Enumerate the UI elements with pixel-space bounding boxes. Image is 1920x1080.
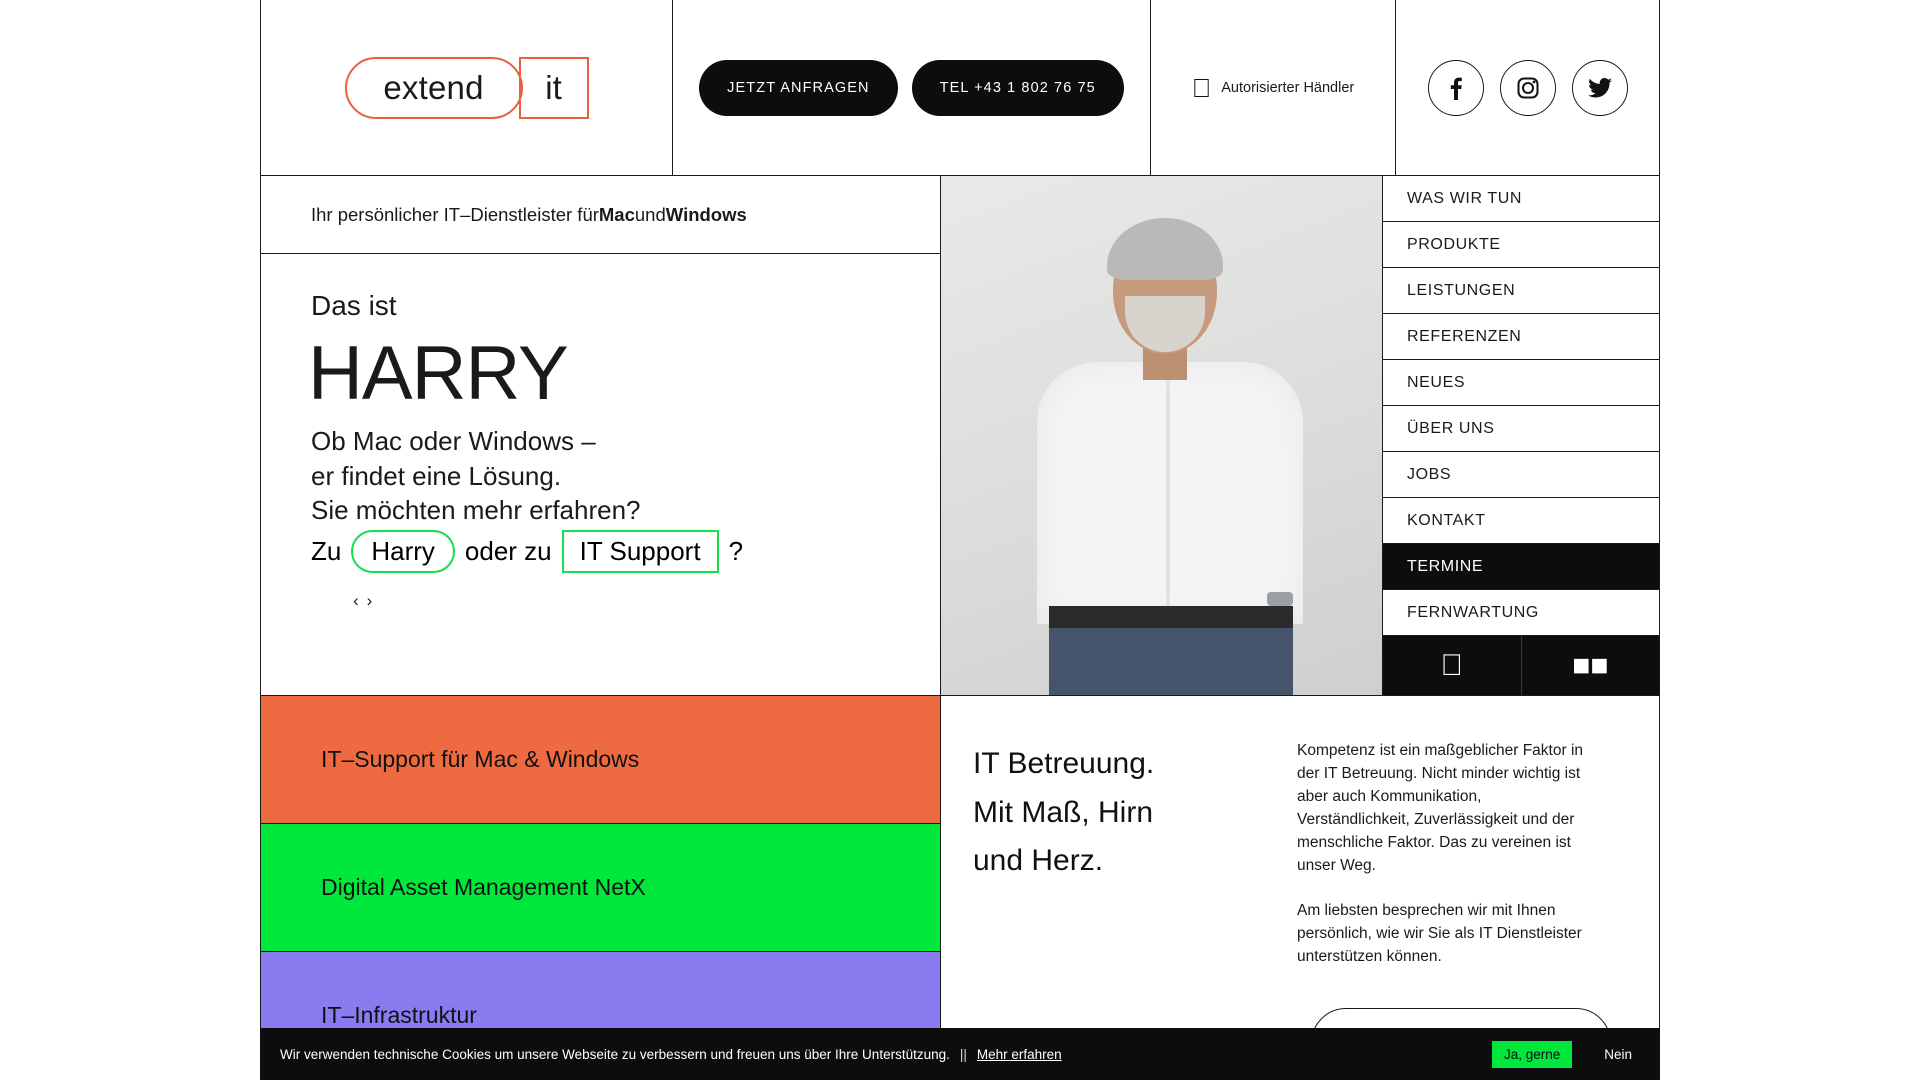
nav-item-leistungen[interactable]: LEISTUNGEN: [1383, 268, 1659, 314]
portrait-belt: [1049, 606, 1293, 628]
cookie-actions: [1492, 1041, 1642, 1068]
request-now-button[interactable]: JETZT ANFRAGEN: [699, 60, 897, 116]
hero-left-column: [261, 176, 941, 695]
portrait-shirt-placket: [1166, 372, 1170, 622]
card-digital-asset-management[interactable]: Digital Asset Management NetX: [261, 824, 940, 952]
hero-line-2: er findet eine Lösung.: [311, 460, 562, 491]
header-cta-cell: [673, 0, 1151, 175]
tagline: [261, 176, 940, 254]
headline-line-2: Mit Maß, Hirn: [973, 795, 1153, 829]
nav-item-referenzen[interactable]: REFERENZEN: [1383, 314, 1659, 360]
choice-prefix: Zu: [311, 536, 342, 567]
nav-item-jobs[interactable]: JOBS: [1383, 452, 1659, 498]
hero-kicker: Das ist: [311, 290, 397, 321]
logo-word-extend: extend: [345, 57, 523, 119]
cookie-banner: [260, 1028, 1660, 1080]
reseller-label: Autorisierter Händler: [1211, 79, 1345, 96]
windows-icon[interactable]: ■■: [1521, 636, 1660, 695]
portrait-shirt: [1037, 362, 1303, 624]
nav-item-fernwartung[interactable]: FERNWARTUNG: [1383, 590, 1659, 636]
logo-cell[interactable]: [261, 0, 673, 175]
cookie-accept-button[interactable]: Ja, gerne: [1492, 1041, 1572, 1068]
hero-line-1: Ob Mac oder Windows –: [311, 425, 596, 456]
os-support-row: [1383, 636, 1659, 695]
social-links: [1396, 0, 1659, 175]
website-canvas: [260, 0, 1660, 1080]
portrait-hair: [1107, 218, 1223, 280]
hero-content: [261, 254, 940, 695]
twitter-icon[interactable]: [1572, 60, 1628, 116]
link-harry[interactable]: Harry: [351, 530, 455, 573]
cookie-text: Wir verwenden technische Cookies um unsere Webseite zu verbessern und freuen uns über Ihre Unterstützung.: [280, 1046, 950, 1062]
phone-button[interactable]: TEL +43 1 802 76 75: [912, 60, 1124, 116]
site-header: [261, 0, 1659, 176]
slider-prev-icon[interactable]: ‹: [353, 591, 363, 611]
slider-next-icon[interactable]: ›: [366, 591, 377, 611]
hero-choice-row: [311, 530, 890, 573]
hero-line-3: Sie möchten mehr erfahren?: [311, 495, 641, 526]
choice-middle: oder zu: [464, 536, 552, 567]
nav-item-produkte[interactable]: PRODUKTE: [1383, 222, 1659, 268]
service-cards: [261, 696, 941, 1080]
cookie-decline-button[interactable]: Nein: [1594, 1041, 1642, 1068]
card-it-infrastruktur[interactable]: IT–Infrastruktur: [261, 952, 940, 1080]
hero-portrait-photo: [941, 176, 1383, 695]
instagram-icon[interactable]: [1500, 60, 1556, 116]
cookie-learn-more-link[interactable]: Mehr erfahren: [976, 1046, 1062, 1062]
hero-name: HARRY: [308, 331, 568, 416]
apple-icon: [1192, 75, 1212, 101]
nav-item-was-wir-tun[interactable]: WAS WIR TUN: [1383, 176, 1659, 222]
tagline-bold-windows: Windows: [665, 203, 747, 225]
facebook-icon[interactable]: [1428, 60, 1484, 116]
hero-slider-controls: [311, 591, 890, 611]
card-it-support[interactable]: IT–Support für Mac & Windows: [261, 696, 940, 824]
choice-suffix: ?: [728, 536, 744, 567]
nav-item-termine[interactable]: TERMINE: [1383, 544, 1659, 590]
site-logo[interactable]: [345, 57, 589, 119]
logo-word-it: it: [519, 57, 589, 119]
tagline-prefix: Ihr persönlicher IT–Dienstleister für: [311, 203, 599, 225]
nav-item-neues[interactable]: NEUES: [1383, 360, 1659, 406]
paragraph-2: Am liebsten besprechen wir mit Ihnen persönlich, wie wir Sie als IT Dienstleister unterstützen können.: [1297, 901, 1582, 965]
paragraph-1: Kompetenz ist ein maßgeblicher Faktor in der IT Betreuung. Nicht minder wichtig ist aber auch Kommunikation, Verständlichkeit, Zuverlässigkeit und der menschliche Faktor. Das zu vereinen ist unser Weg.: [1297, 742, 1584, 874]
main-navigation: [1383, 176, 1659, 695]
nav-item-ueber-uns[interactable]: ÜBER UNS: [1383, 406, 1659, 452]
link-it-support[interactable]: IT Support: [562, 530, 719, 573]
nav-item-kontakt[interactable]: KONTAKT: [1383, 498, 1659, 544]
hero-section: [261, 176, 1659, 696]
tagline-bold-mac: Mac: [598, 203, 635, 225]
cookie-separator: ||: [959, 1046, 967, 1062]
apple-icon[interactable]: [1383, 636, 1521, 695]
headline-line-1: IT Betreuung.: [973, 747, 1155, 780]
tagline-middle: und: [634, 203, 666, 225]
authorized-reseller-badge: [1151, 0, 1396, 175]
portrait-jeans: [1049, 628, 1293, 695]
portrait-watch: [1267, 592, 1293, 606]
headline-line-3: und Herz.: [973, 844, 1104, 878]
